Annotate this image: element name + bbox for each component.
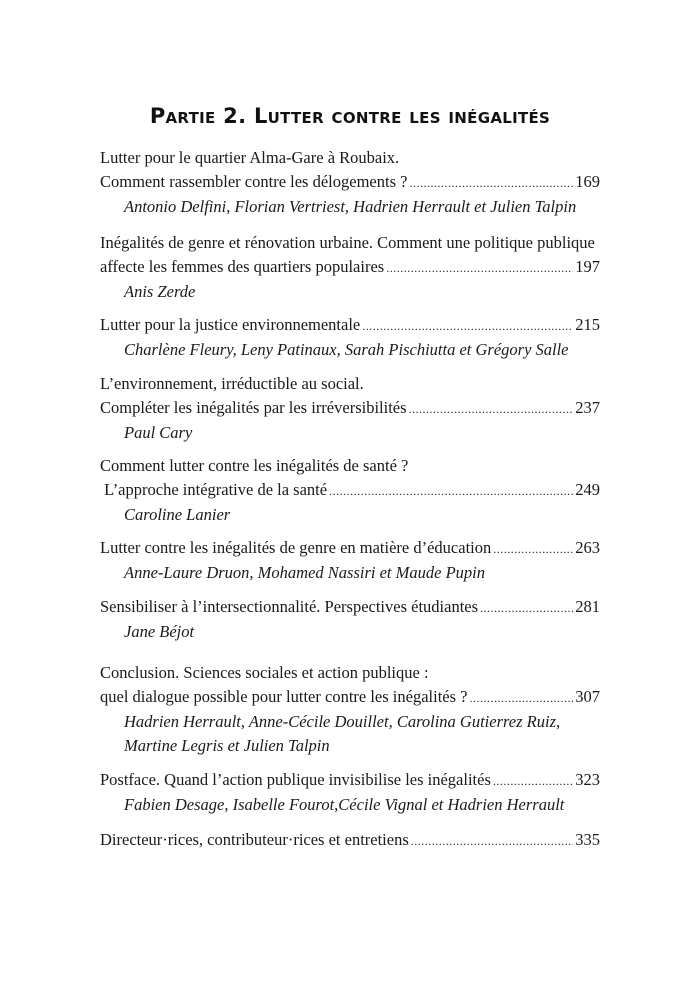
entry-authors: Charlène Fleury, Leny Patinaux, Sarah Pischiutta et Grégory Salle	[124, 340, 569, 359]
toc-entry[interactable]	[100, 536, 600, 585]
toc-entry[interactable]	[100, 146, 600, 219]
entry-title-text: quel dialogue possible pour lutter contre les inégalités ?	[100, 687, 468, 706]
entry-title-text: Compléter les inégalités par les irréversibilités	[100, 398, 407, 417]
page-number: 249	[575, 480, 600, 499]
entry-title-text: Comment rassembler contre les délogements ?	[100, 172, 408, 191]
dot-leader	[480, 596, 573, 620]
toc-entry[interactable]	[100, 313, 600, 362]
entry-authors: Anne-Laure Druon, Mohamed Nassiri et Maude Pupin	[124, 563, 485, 582]
entry-title-text: Sensibiliser à l’intersectionnalité. Perspectives étudiantes	[100, 597, 479, 616]
entry-title-text: Directeur·rices, contributeur·rices et entretiens	[100, 830, 409, 849]
entry-title-last-line	[100, 313, 600, 338]
entry-authors: Anis Zerde	[124, 282, 196, 301]
dot-leader	[469, 686, 573, 710]
entry-title-last-line	[100, 685, 600, 710]
entry-title-last-line	[100, 536, 600, 561]
page-number: 197	[575, 257, 600, 276]
page-number: 335	[575, 830, 600, 849]
dot-leader	[409, 397, 574, 421]
entry-title-line: L’environnement, irréductible au social.	[100, 374, 364, 393]
entry-title-line: Inégalités de genre et rénovation urbaine. Comment une politique publique	[100, 233, 595, 252]
toc-entry[interactable]	[100, 372, 600, 445]
page-number: 281	[575, 597, 600, 616]
page-number: 263	[575, 538, 600, 557]
dot-leader	[362, 314, 573, 338]
entry-authors: Hadrien Herrault, Anne-Cécile Douillet, Carolina Gutierrez Ruiz,	[124, 712, 561, 731]
entry-authors: Jane Béjot	[124, 622, 195, 641]
entry-authors: Paul Cary	[124, 423, 193, 442]
toc-entry[interactable]	[100, 231, 600, 304]
dot-leader	[409, 171, 573, 195]
toc-entry[interactable]	[100, 768, 600, 817]
entry-authors: Fabien Desage, Isabelle Fourot,Cécile Vignal et Hadrien Herrault	[124, 795, 565, 814]
entry-title-text: Postface. Quand l’action publique invisibilise les inégalités	[100, 770, 491, 789]
entry-title-line: Comment lutter contre les inégalités de santé ?	[100, 456, 409, 475]
entry-authors: Antonio Delfini, Florian Vertriest, Hadrien Herrault et Julien Talpin	[124, 197, 577, 216]
entry-title-text: L’approche intégrative de la santé	[100, 480, 328, 499]
page-number: 169	[575, 172, 600, 191]
entry-title-last-line	[100, 396, 600, 421]
entry-title-text: Lutter contre les inégalités de genre en matière d’éducation	[100, 538, 492, 557]
entry-title-last-line	[100, 255, 600, 280]
section-title: Partie 2. Lutter contre les inégalités	[149, 104, 551, 128]
entry-title-last-line	[100, 478, 600, 503]
toc-entry[interactable]	[100, 828, 600, 853]
toc-entry[interactable]	[100, 454, 600, 527]
dot-leader	[493, 537, 573, 561]
page-number: 323	[575, 770, 600, 789]
entry-title-last-line	[100, 828, 600, 853]
dot-leader	[493, 769, 573, 793]
entry-title-text: affecte les femmes des quartiers populaires	[100, 257, 385, 276]
toc-entry[interactable]	[100, 661, 600, 758]
entry-authors: Martine Legris et Julien Talpin	[124, 736, 330, 755]
dot-leader	[329, 479, 573, 503]
page-number: 215	[575, 315, 600, 334]
entry-title-line: Conclusion. Sciences sociales et action publique :	[100, 663, 429, 682]
entry-title-line: Lutter pour le quartier Alma-Gare à Roubaix.	[100, 148, 400, 167]
entry-title-last-line	[100, 595, 600, 620]
entry-title-last-line	[100, 170, 600, 195]
toc-entry[interactable]	[100, 595, 600, 644]
dot-leader	[411, 829, 573, 853]
entry-title-text: Lutter pour la justice environnementale	[100, 315, 361, 334]
page-number: 237	[575, 398, 600, 417]
entry-authors: Caroline Lanier	[124, 505, 231, 524]
dot-leader	[386, 256, 573, 280]
entry-title-last-line	[100, 768, 600, 793]
page-number: 307	[575, 687, 600, 706]
